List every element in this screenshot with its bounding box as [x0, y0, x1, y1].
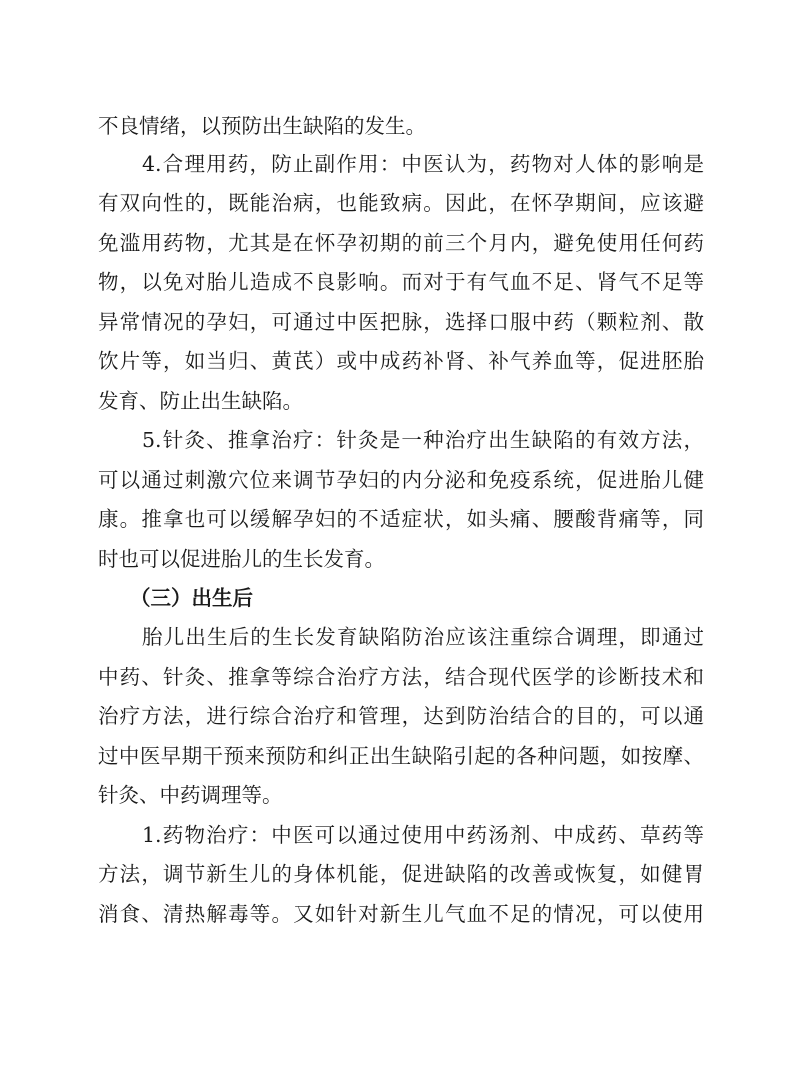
text-line: 消食、清热解毒等。又如针对新生儿气血不足的情况，可以使用 — [98, 902, 704, 926]
text-line: 1.药物治疗：中医可以通过使用中药汤剂、中成药、草药等 — [142, 823, 704, 847]
text-line: 物，以免对胎儿造成不良影响。而对于有气血不足、肾气不足等 — [98, 270, 704, 294]
text-line: 时也可以促进胎儿的生长发育。 — [98, 547, 385, 571]
text-line: 治疗方法，进行综合治疗和管理，达到防治结合的目的，可以通 — [98, 704, 704, 728]
text-line: 中药、针灸、推拿等综合治疗方法，结合现代医学的诊断技术和 — [98, 665, 704, 689]
text-line: 4.合理用药，防止副作用：中医认为，药物对人体的影响是 — [142, 152, 704, 176]
text-line: 饮片等，如当归、黄芪）或中成药补肾、补气养血等，促进胚胎 — [98, 349, 704, 373]
text-line: 胎儿出生后的生长发育缺陷防治应该注重综合调理，即通过 — [142, 625, 704, 649]
text-line: 不良情绪，以预防出生缺陷的发生。 — [98, 114, 426, 138]
text-line: 针灸、中药调理等。 — [98, 783, 283, 807]
text-line: 可以通过刺激穴位来调节孕妇的内分泌和免疫系统，促进胎儿健 — [98, 468, 704, 492]
text-line: 发育、防止出生缺陷。 — [98, 389, 303, 413]
text-line: 5.针灸、推拿治疗：针灸是一种治疗出生缺陷的有效方法， — [142, 428, 704, 452]
text-line: 方法，调节新生儿的身体机能，促进缺陷的改善或恢复，如健胃 — [98, 862, 704, 886]
text-line: 免滥用药物，尤其是在怀孕初期的前三个月内，避免使用任何药 — [98, 231, 704, 255]
text-line: 过中医早期干预来预防和纠正出生缺陷引起的各种问题，如按摩、 — [98, 744, 704, 768]
section-heading: （三）出生后 — [130, 586, 253, 610]
text-line: 异常情况的孕妇，可通过中医把脉，选择口服中药（颗粒剂、散 — [98, 310, 704, 334]
text-line: 有双向性的，既能治病，也能致病。因此，在怀孕期间，应该避 — [98, 191, 704, 215]
text-line: 康。推拿也可以缓解孕妇的不适症状，如头痛、腰酸背痛等，同 — [98, 507, 704, 531]
